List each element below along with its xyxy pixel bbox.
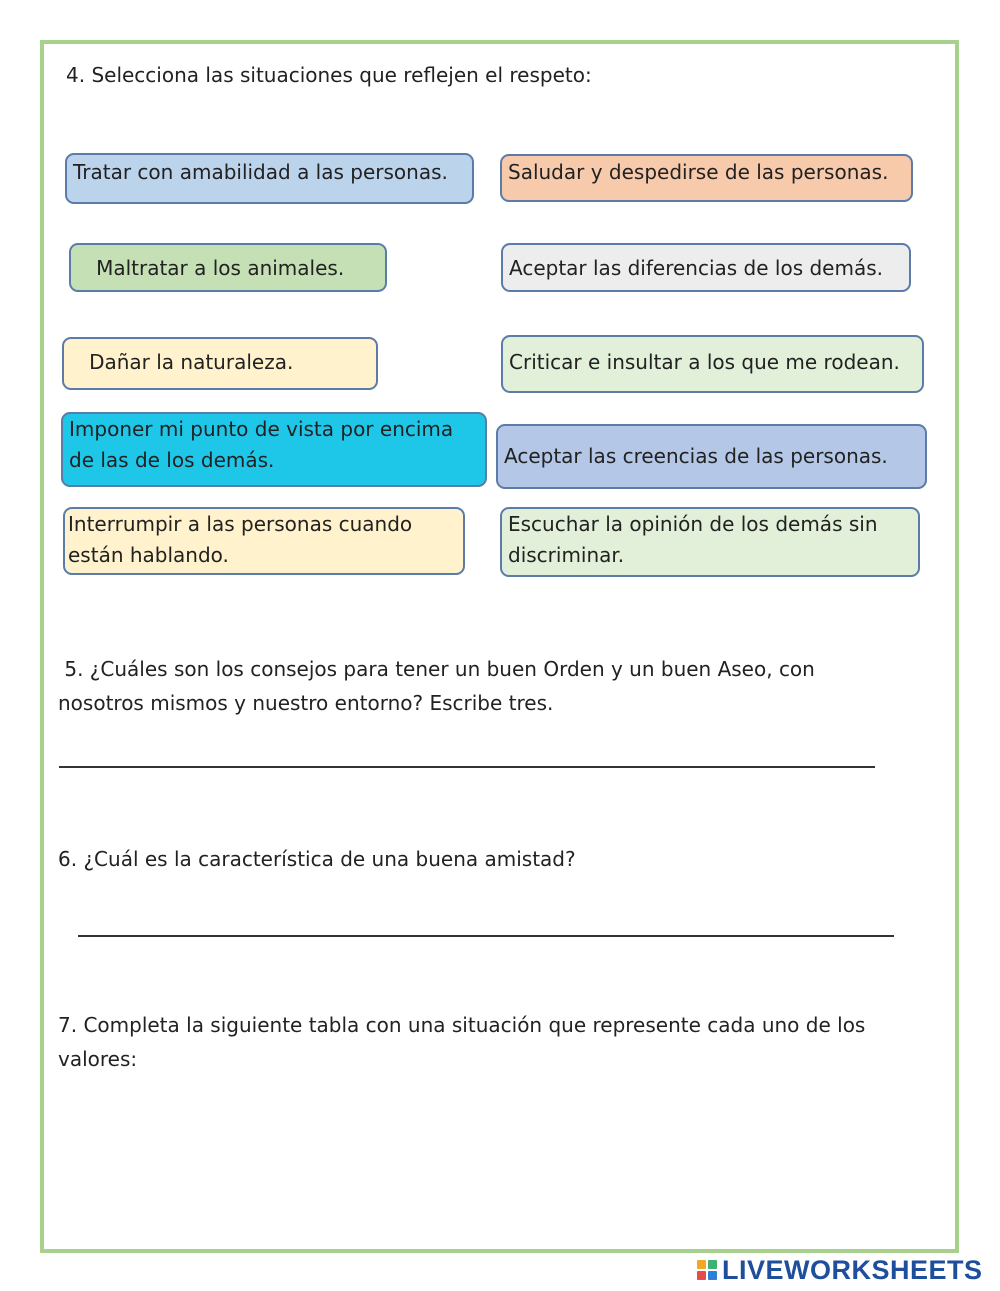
question-6-prompt: 6. ¿Cuál es la característica de una buena amistad? (58, 847, 576, 871)
question-5-prompt: 5. ¿Cuáles son los consejos para tener un buen Orden y un buen Aseo, con nosotros mismos y nuestro entorno? Escribe tres. (58, 657, 822, 715)
option-tratar-amabilidad[interactable]: Tratar con amabilidad a las personas. (65, 153, 474, 204)
liveworksheets-logo-icon (697, 1260, 717, 1280)
option-escuchar-opinion[interactable]: Escuchar la opinión de los demás sin discriminar. (500, 507, 920, 577)
option-imponer-punto-de-vista[interactable]: Imponer mi punto de vista por encima de las de los demás. (61, 412, 487, 487)
liveworksheets-logo-text: LIVEWORKSHEETS (722, 1254, 983, 1285)
liveworksheets-logo (697, 1255, 983, 1285)
question-7-prompt: 7. Completa la siguiente tabla con una situación que represente cada uno de los valores: (58, 1013, 872, 1071)
option-maltratar-animales[interactable]: Maltratar a los animales. (69, 243, 387, 292)
option-aceptar-creencias[interactable]: Aceptar las creencias de las personas. (496, 424, 927, 489)
answer-line-q5[interactable] (59, 766, 875, 768)
option-criticar-insultar[interactable]: Criticar e insultar a los que me rodean. (501, 335, 924, 393)
option-danar-naturaleza[interactable]: Dañar la naturaleza. (62, 337, 378, 390)
option-interrumpir-personas[interactable]: Interrumpir a las personas cuando están hablando. (63, 507, 465, 575)
answer-line-q6[interactable] (78, 935, 894, 937)
option-saludar-despedirse[interactable]: Saludar y despedirse de las personas. (500, 154, 913, 202)
option-aceptar-diferencias[interactable]: Aceptar las diferencias de los demás. (501, 243, 911, 292)
question-4-prompt: 4. Selecciona las situaciones que reflejen el respeto: (66, 63, 592, 87)
